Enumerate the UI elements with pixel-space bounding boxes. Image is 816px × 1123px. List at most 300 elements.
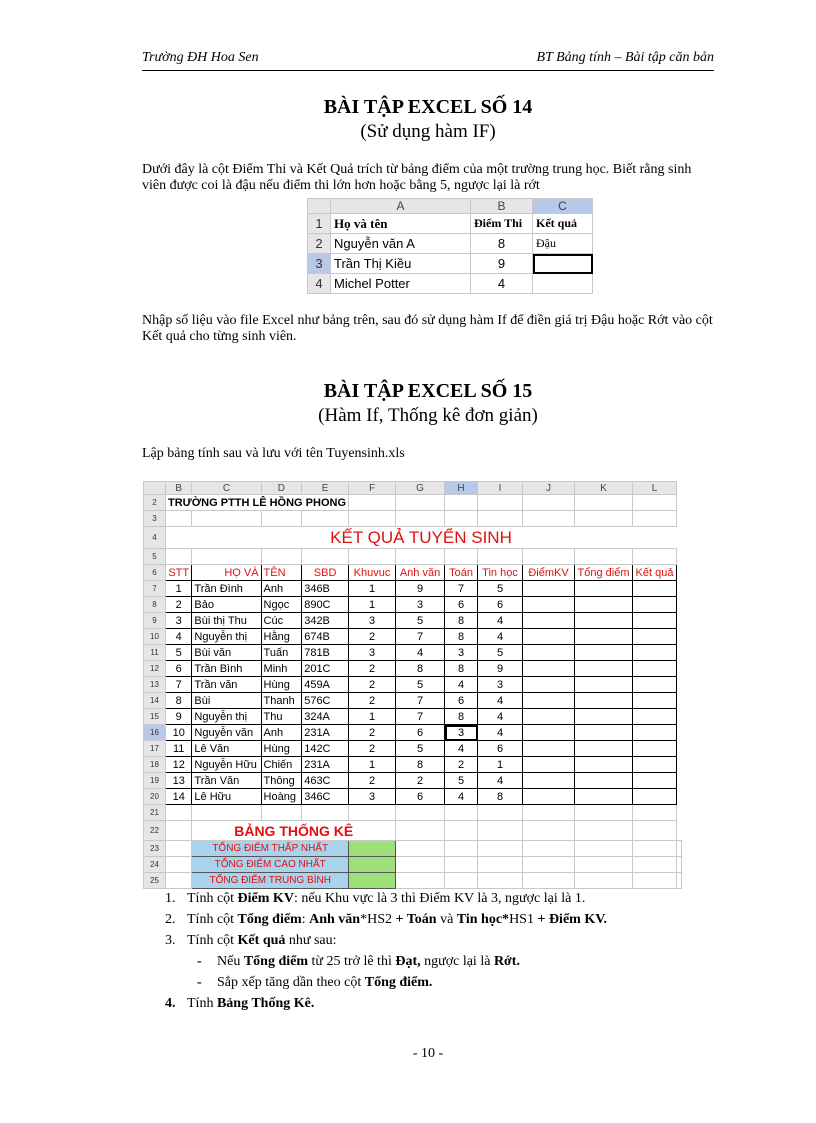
empty-result-cell <box>523 693 575 709</box>
row-number: 18 <box>144 757 166 773</box>
sheet-cell <box>445 857 478 873</box>
sheet-cell <box>478 805 523 821</box>
data-cell: 6 <box>445 693 478 709</box>
data-cell: 2 <box>349 661 396 677</box>
data-cell: 3 <box>445 725 478 741</box>
sheet-cell <box>396 495 445 511</box>
sheet-cell <box>633 841 677 857</box>
data-cell: 2 <box>166 597 192 613</box>
row-number: 2 <box>308 234 331 254</box>
sheet-cell <box>575 873 633 889</box>
sheet-cell <box>445 549 478 565</box>
sheet-cell <box>445 511 478 527</box>
task-text: như sau: <box>285 933 337 948</box>
sheet-cell <box>478 841 523 857</box>
sheet-cell <box>523 549 575 565</box>
row-number: 15 <box>144 709 166 725</box>
stats-value <box>349 873 396 889</box>
column-title: Khuvuc <box>349 565 396 581</box>
school-name: TRƯỜNG PTTH LÊ HỒNG PHONG <box>166 495 349 511</box>
sheet-cell <box>192 511 261 527</box>
data-cell: 10 <box>166 725 192 741</box>
cell-result: Đậu <box>533 234 593 254</box>
column-title: HỌ VÀ <box>192 565 261 581</box>
data-cell: 8 <box>445 613 478 629</box>
sheet-cell <box>349 549 396 565</box>
task-text: : nếu Khu vực là 3 thì Điểm KV là 3, ngược lại là 1. <box>293 891 586 906</box>
cell-score: 4 <box>471 274 533 294</box>
data-cell: 1 <box>349 757 396 773</box>
data-cell: 6 <box>396 789 445 805</box>
sheet-cell <box>478 495 523 511</box>
col-header-f: F <box>349 482 396 495</box>
sheet-cell <box>633 495 677 511</box>
sheet-cell <box>192 549 261 565</box>
data-cell: 4 <box>445 789 478 805</box>
task-item <box>165 909 725 930</box>
row-number: 5 <box>144 549 166 565</box>
ex14-intro: Dưới đây là cột Điểm Thi và Kết Quả trích từ bảng điểm của một trường trung học. Biết rằng sinh viên được coi là đậu nếu điểm thi lớn hơn hoặc bằng 5, ngược lại là rớt <box>142 162 692 193</box>
stats-label: TỔNG ĐIỂM CAO NHẤT <box>192 857 349 873</box>
empty-result-cell <box>633 581 677 597</box>
sheet-cell <box>445 841 478 857</box>
row-number: 12 <box>144 661 166 677</box>
header-rule <box>142 70 714 71</box>
data-cell: Bùi thị Thu <box>192 613 261 629</box>
empty-result-cell <box>523 773 575 789</box>
data-cell: 5 <box>478 581 523 597</box>
data-cell: 2 <box>349 693 396 709</box>
data-cell: 1 <box>349 709 396 725</box>
stats-value <box>349 857 396 873</box>
header-school: Trường ĐH Hoa Sen <box>142 50 259 65</box>
data-cell: 3 <box>349 613 396 629</box>
empty-result-cell <box>633 741 677 757</box>
cell-score: 9 <box>471 254 533 274</box>
data-cell: 9 <box>478 661 523 677</box>
col-header-c: C <box>533 199 593 214</box>
empty-result-cell <box>633 597 677 613</box>
data-cell: 2 <box>349 741 396 757</box>
data-cell: 5 <box>478 645 523 661</box>
task-bold: + Điểm KV. <box>537 912 608 927</box>
sheet-cell <box>523 805 575 821</box>
empty-result-cell <box>575 645 633 661</box>
sheet-cell <box>261 549 302 565</box>
data-cell: 342B <box>302 613 349 629</box>
sheet-cell <box>349 511 396 527</box>
sheet-cell <box>396 821 445 841</box>
task-bold: + Toán <box>395 912 437 927</box>
data-cell: Cúc <box>261 613 302 629</box>
data-cell: 1 <box>349 581 396 597</box>
data-cell: 3 <box>349 645 396 661</box>
empty-result-cell <box>523 645 575 661</box>
sheet-cell <box>677 873 682 889</box>
empty-result-cell <box>575 597 633 613</box>
row-number: 8 <box>144 597 166 613</box>
empty-result-cell <box>575 693 633 709</box>
empty-result-cell <box>633 693 677 709</box>
cell-score: 8 <box>471 234 533 254</box>
row-number: 10 <box>144 629 166 645</box>
cell-name-header: Họ và tên <box>331 214 471 234</box>
task-text: *HS2 <box>360 912 396 927</box>
empty-result-cell <box>523 741 575 757</box>
data-cell: Hùng <box>261 677 302 693</box>
running-header <box>142 50 714 70</box>
corner-cell <box>144 482 166 495</box>
data-cell: 7 <box>396 629 445 645</box>
task-bold: Tin học* <box>456 912 510 927</box>
empty-result-cell <box>575 789 633 805</box>
data-cell: 2 <box>349 773 396 789</box>
task-number: 1. <box>165 891 176 906</box>
data-cell: 7 <box>166 677 192 693</box>
data-cell: 5 <box>166 645 192 661</box>
empty-result-cell <box>575 741 633 757</box>
data-cell: Nguyễn văn <box>192 725 261 741</box>
sheet-cell <box>523 873 575 889</box>
sheet-cell <box>575 549 633 565</box>
sheet-cell <box>633 549 677 565</box>
sheet-cell <box>445 805 478 821</box>
empty-result-cell <box>523 709 575 725</box>
col-header-a: A <box>331 199 471 214</box>
ex15-subtitle: (Hàm If, Thống kê đơn giản) <box>318 405 538 426</box>
row-number: 19 <box>144 773 166 789</box>
subtask-item <box>165 951 725 972</box>
dash-bullet: - <box>197 975 202 990</box>
data-cell: Ngọc <box>261 597 302 613</box>
data-cell: 781B <box>302 645 349 661</box>
empty-result-cell <box>575 773 633 789</box>
data-cell: 14 <box>166 789 192 805</box>
task-text: ngược lại là <box>420 954 494 969</box>
data-cell: 8 <box>445 709 478 725</box>
task-item <box>165 888 725 909</box>
data-cell: 1 <box>166 581 192 597</box>
header-course: BT Bảng tính – Bài tập căn bản <box>536 50 714 65</box>
sheet-cell <box>523 821 575 841</box>
data-cell: 6 <box>445 597 478 613</box>
sheet-cell <box>166 821 192 841</box>
sheet-cell <box>166 805 192 821</box>
empty-result-cell <box>523 597 575 613</box>
ex14-instruction: Nhập số liệu vào file Excel như bảng trên, sau đó sử dụng hàm If để điền giá trị Đậu hoặc Rớt vào cột Kết quả cho từng sinh viên. <box>142 313 713 344</box>
data-cell: 4 <box>478 709 523 725</box>
data-cell: 8 <box>445 629 478 645</box>
task-bold: Anh văn <box>309 912 361 927</box>
data-cell: Trần Văn <box>192 773 261 789</box>
data-cell: 6 <box>478 597 523 613</box>
empty-result-cell <box>523 629 575 645</box>
empty-result-cell <box>523 725 575 741</box>
data-cell: Thông <box>261 773 302 789</box>
data-cell: Anh <box>261 725 302 741</box>
data-cell: 9 <box>166 709 192 725</box>
column-title: ĐiểmKV <box>523 565 575 581</box>
data-cell: Bùi <box>192 693 261 709</box>
task-text: Tính cột <box>187 933 238 948</box>
sheet-title: KẾT QUẢ TUYỂN SINH <box>166 527 677 549</box>
task-bold: Rớt. <box>493 954 520 969</box>
sheet-cell <box>445 495 478 511</box>
row-number: 13 <box>144 677 166 693</box>
data-cell: 2 <box>445 757 478 773</box>
empty-result-cell <box>633 789 677 805</box>
empty-result-cell <box>633 773 677 789</box>
data-cell: 5 <box>396 741 445 757</box>
data-cell: Anh <box>261 581 302 597</box>
task-text: từ 25 trở lê thì <box>308 954 396 969</box>
task-number: 3. <box>165 933 176 948</box>
sheet-cell <box>633 805 677 821</box>
empty-result-cell <box>523 757 575 773</box>
sheet-cell <box>302 805 349 821</box>
row-number: 14 <box>144 693 166 709</box>
col-header-c: C <box>192 482 261 495</box>
col-header-g: G <box>396 482 445 495</box>
sheet-cell <box>523 495 575 511</box>
task-text: Nếu <box>217 954 244 969</box>
sheet-cell <box>396 873 445 889</box>
sheet-cell <box>677 857 682 873</box>
data-cell: 3 <box>349 789 396 805</box>
data-cell: 6 <box>166 661 192 677</box>
data-cell: 142C <box>302 741 349 757</box>
data-cell: 2 <box>349 629 396 645</box>
task-list <box>165 888 725 1014</box>
data-cell: 4 <box>478 629 523 645</box>
row-number: 3 <box>144 511 166 527</box>
cell-result <box>533 274 593 294</box>
task-text: Tính cột <box>187 912 238 927</box>
empty-result-cell <box>575 629 633 645</box>
data-cell: Trần Đình <box>192 581 261 597</box>
data-cell: 3 <box>478 677 523 693</box>
data-cell: 674B <box>302 629 349 645</box>
column-title: TÊN <box>261 565 302 581</box>
data-cell: 324A <box>302 709 349 725</box>
row-number: 6 <box>144 565 166 581</box>
data-cell: 5 <box>445 773 478 789</box>
stats-value <box>349 841 396 857</box>
cell-name: Trần Thị Kiều <box>331 254 471 274</box>
row-number: 22 <box>144 821 166 841</box>
data-cell: 8 <box>445 661 478 677</box>
data-cell: 4 <box>478 725 523 741</box>
sheet-cell <box>575 857 633 873</box>
empty-result-cell <box>575 661 633 677</box>
sheet-cell <box>445 821 478 841</box>
sheet-cell <box>396 841 445 857</box>
empty-result-cell <box>523 789 575 805</box>
data-cell: 2 <box>349 725 396 741</box>
row-number: 25 <box>144 873 166 889</box>
empty-result-cell <box>575 709 633 725</box>
sheet-cell <box>166 511 192 527</box>
row-number: 17 <box>144 741 166 757</box>
data-cell: 346B <box>302 581 349 597</box>
data-cell: 12 <box>166 757 192 773</box>
task-text: Sắp xếp tăng dần theo cột <box>217 975 365 990</box>
col-header-i: I <box>478 482 523 495</box>
sheet-cell <box>261 805 302 821</box>
col-header-l: L <box>633 482 677 495</box>
sheet-cell <box>166 873 192 889</box>
task-number: 2. <box>165 912 176 927</box>
task-text: Tính cột <box>187 891 238 906</box>
data-cell: Hằng <box>261 629 302 645</box>
column-title: Anh văn <box>396 565 445 581</box>
task-bold: Bảng Thống Kê. <box>216 996 315 1011</box>
empty-result-cell <box>523 677 575 693</box>
empty-result-cell <box>575 677 633 693</box>
ex15-title: BÀI TẬP EXCEL SỐ 15 <box>323 380 533 402</box>
task-text: Tính <box>187 996 217 1011</box>
column-title: Tổng điểm <box>575 565 633 581</box>
data-cell: Hùng <box>261 741 302 757</box>
data-cell: Nguyễn thị <box>192 709 261 725</box>
sheet-cell <box>192 805 261 821</box>
data-cell: 3 <box>445 645 478 661</box>
data-cell: 1 <box>349 597 396 613</box>
stats-label: TỔNG ĐIỂM TRUNG BÌNH <box>192 873 349 889</box>
ex14-sheet <box>307 198 593 294</box>
col-header-b: B <box>166 482 192 495</box>
empty-result-cell <box>633 757 677 773</box>
empty-result-cell <box>633 661 677 677</box>
sheet-cell <box>166 857 192 873</box>
empty-result-cell <box>523 613 575 629</box>
subtask-item <box>165 972 725 993</box>
sheet-cell <box>633 821 677 841</box>
empty-result-cell <box>633 677 677 693</box>
cell-result-active[interactable] <box>533 254 593 274</box>
data-cell: Nguyễn thị <box>192 629 261 645</box>
data-cell: 346C <box>302 789 349 805</box>
stats-title: BẢNG THỐNG KÊ <box>192 821 396 841</box>
data-cell: 6 <box>396 725 445 741</box>
task-bold: Điểm KV <box>237 891 294 906</box>
sheet-cell <box>166 841 192 857</box>
row-number: 2 <box>144 495 166 511</box>
data-cell: 4 <box>445 741 478 757</box>
cell-score-header: Điểm Thi <box>471 214 533 234</box>
empty-result-cell <box>523 661 575 677</box>
data-cell: 4 <box>478 613 523 629</box>
data-cell: 890C <box>302 597 349 613</box>
row-number: 20 <box>144 789 166 805</box>
data-cell: Chiến <box>261 757 302 773</box>
column-title: Toán <box>445 565 478 581</box>
sheet-cell <box>396 805 445 821</box>
sheet-cell <box>478 511 523 527</box>
sheet-cell <box>575 821 633 841</box>
data-cell: Trần Bình <box>192 661 261 677</box>
col-header-e: E <box>302 482 349 495</box>
task-bold: Tổng điểm <box>237 912 302 927</box>
row-number: 11 <box>144 645 166 661</box>
empty-result-cell <box>633 629 677 645</box>
row-number: 7 <box>144 581 166 597</box>
row-number: 16 <box>144 725 166 741</box>
data-cell: Lê Văn <box>192 741 261 757</box>
data-cell: 8 <box>396 757 445 773</box>
corner-cell <box>308 199 331 214</box>
data-cell: 4 <box>445 677 478 693</box>
task-item <box>165 930 725 951</box>
task-bold: Kết quả <box>237 933 286 948</box>
data-cell: 463C <box>302 773 349 789</box>
sheet-cell <box>575 805 633 821</box>
data-cell: 8 <box>396 661 445 677</box>
empty-result-cell <box>633 725 677 741</box>
sheet-cell <box>445 873 478 889</box>
data-cell: 201C <box>302 661 349 677</box>
sheet-cell <box>302 511 349 527</box>
col-header-k: K <box>575 482 633 495</box>
sheet-cell <box>478 549 523 565</box>
sheet-cell <box>349 805 396 821</box>
data-cell: 3 <box>166 613 192 629</box>
page-number: - 10 - <box>412 1046 444 1061</box>
empty-result-cell <box>633 613 677 629</box>
task-bold: Tổng điểm. <box>364 975 433 990</box>
sheet-cell <box>575 841 633 857</box>
empty-result-cell <box>575 757 633 773</box>
sheet-cell <box>633 511 677 527</box>
sheet-cell <box>523 511 575 527</box>
ex14-title: BÀI TẬP EXCEL SỐ 14 <box>323 96 533 118</box>
col-header-j: J <box>523 482 575 495</box>
data-cell: 5 <box>396 613 445 629</box>
ex15-sheet <box>143 481 682 889</box>
data-cell: 6 <box>478 741 523 757</box>
stats-label: TỔNG ĐIỂM THẤP NHẤT <box>192 841 349 857</box>
sheet-cell <box>166 549 192 565</box>
row-number: 21 <box>144 805 166 821</box>
cell-result-header: Kết quả <box>533 214 593 234</box>
data-cell: 3 <box>396 597 445 613</box>
sheet-cell <box>478 857 523 873</box>
row-number: 3 <box>308 254 331 274</box>
column-title: Tin học <box>478 565 523 581</box>
data-cell: 5 <box>396 677 445 693</box>
data-cell: 11 <box>166 741 192 757</box>
task-text: HS1 <box>509 912 538 927</box>
data-cell: 8 <box>166 693 192 709</box>
empty-result-cell <box>633 709 677 725</box>
empty-result-cell <box>575 581 633 597</box>
empty-result-cell <box>523 581 575 597</box>
sheet-cell <box>302 549 349 565</box>
data-cell: Lê Hữu <box>192 789 261 805</box>
row-number: 4 <box>308 274 331 294</box>
task-text: : <box>301 912 310 927</box>
data-cell: 4 <box>166 629 192 645</box>
empty-result-cell <box>575 613 633 629</box>
data-cell: 8 <box>478 789 523 805</box>
data-cell: 7 <box>396 709 445 725</box>
data-cell: 231A <box>302 725 349 741</box>
ex14-subtitle: (Sử dụng hàm IF) <box>360 121 496 142</box>
cell-name: Michel Potter <box>331 274 471 294</box>
data-cell: 7 <box>445 581 478 597</box>
row-number: 23 <box>144 841 166 857</box>
sheet-cell <box>396 549 445 565</box>
